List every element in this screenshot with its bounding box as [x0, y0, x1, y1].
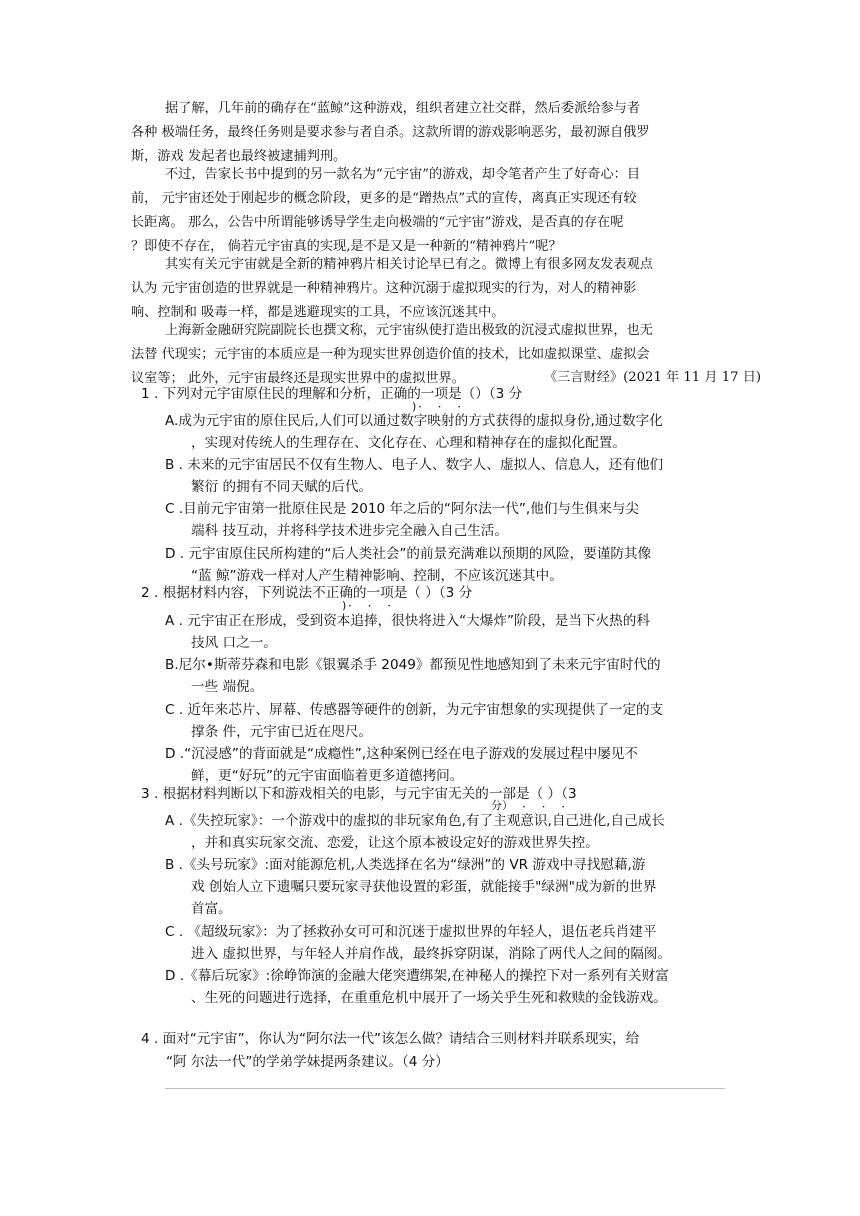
q2-option-a-line2: 技风 口之一。: [191, 635, 277, 651]
q3-option-d-line2: 、生死的问题进行选择，在重重危机中展开了一场关乎生死和救赎的金钱游戏。: [191, 990, 667, 1006]
q2-option-d-line2: 鲜，更“好玩”的元宇宙面临着更多道德拷问。: [191, 768, 464, 784]
q2-option-c-line1: C . 近年来芯片、屏幕、传感器等硬件的创新，为元宇宙想象的实现提供了一定的支: [165, 702, 664, 718]
q3-stem-tail: 分）: [491, 799, 513, 812]
q4-stem-line2: “阿 尔法一代”的学弟学妹提两条建议。（4 分）: [166, 1054, 449, 1070]
q3-option-a-line1: A .《失控玩家》：一个游戏中的虚拟的非玩家角色,有了主观意识,自己进化,自己成长: [165, 813, 665, 829]
passage-p2-line1: 不过，告家长书中提到的另一款名为“元宇宙”的游戏，却令笔者产生了好奇心：目: [165, 167, 641, 182]
q1-option-d-line2: “蓝 鲸”游戏一样对人产生精神影响、控制，不应该沉迷其中。: [191, 568, 563, 584]
q3-option-b-line3: 首富。: [191, 901, 232, 917]
q3-option-d-line1: D .《幕后玩家》:徐峥饰演的金融大佬突遭绑架,在神秘人的操控下对一系列有关财富: [165, 968, 669, 984]
q1-option-b-line1: B . 未来的元宇宙居民不仅有生物人、电子人、数字人、虚拟人、信息人，还有他们: [165, 457, 664, 473]
q1-option-b-line2: 繁衍 的拥有不同天赋的后代。: [191, 479, 373, 495]
q1-stem: 1 . 下列对元宇宙原住民的理解和分析，正确的一项是（）（3 分: [141, 386, 523, 402]
q3-stem: 3 . 根据材料判断以下和游戏相关的电影，与元宇宙无关的一部是（ ）（3: [141, 786, 577, 802]
passage-p1-line2: 各种 极端任务，最终任务则是要求参与者自杀。这款所谓的游戏影响恶劣，最初源自俄罗: [131, 125, 650, 140]
passage-p3-line1: 其实有关元宇宙就是全新的精神鸦片相关讨论早已有之。微博上有很多网友发表观点: [165, 257, 653, 272]
q2-option-a-line1: A . 元宇宙正在形成，受到资本追捧，很快将进入“大爆炸”阶段，是当下火热的科: [165, 613, 650, 629]
passage-source: 《三言财经》(2021 年 11 月 17 日): [544, 370, 762, 385]
q3-option-b-line2: 戏 创始人立下遗嘱只要玩家寻获他设置的彩蛋，就能接手"绿洲"成为新的世界: [191, 879, 657, 895]
q3-option-a-line2: ，并和真实玩家交流、恋爱，让这个原本被设定好的游戏世界失控。: [191, 835, 599, 851]
q1-option-c-line1: C .目前元宇宙第一批原住民是 2010 年之后的“阿尔法一代”,他们与生俱来与尖: [165, 501, 639, 517]
q1-option-c-line2: 端科 技互动，并将科学技术进步完全融入自己生活。: [191, 523, 508, 539]
passage-p4-line1: 上海新金融研究院副院长也撰文称，元宇宙纵使打造出极致的沉浸式虚拟世界，也无: [165, 323, 653, 338]
q2-option-b-line1: B.尼尔•斯蒂芬森和电影《银翼杀手 2049》都预见性地感知到了未来元宇宙时代的: [165, 657, 661, 673]
passage-p4-line2: 法替 代现实；元宇宙的本质应是一种为现实世界创造价值的技术，比如虚拟课堂、虚拟会: [131, 347, 650, 362]
q3-option-b-line1: B .《头号玩家》:面对能源危机,人类选择在名为“绿洲”的 VR 游戏中寻找慰藉,游: [165, 857, 646, 873]
q2-option-b-line2: 一些 端倪。: [191, 679, 264, 695]
q2-option-c-line2: 撑条 件，元宇宙已近在咫尺。: [191, 724, 373, 740]
passage-p2-line3: 长距离。 那么，公告中所谓能够诱导学生走向极端的“元宇宙”游戏，是否真的存在呢: [131, 215, 624, 230]
passage-p2-line2: 前， 元宇宙还处于刚起步的概念阶段，更多的是“蹭热点”式的宣传，离真正实现还有较: [131, 191, 637, 206]
q2-option-d-line1: D .“沉浸感”的背面就是“成瘾性”,这种案例已经在电子游戏的发展过程中屡见不: [165, 746, 639, 762]
q3-emphasis-marks: · · ·: [522, 800, 572, 814]
q1-option-a-line1: A.成为元宇宙的原住民后,人们可以通过数字映射的方式获得的虚拟身份,通过数字化: [165, 413, 663, 429]
passage-p3-line2: 认为 元宇宙创造的世界就是一种精神鸦片。这种沉溺于虚拟现实的行为，对人的精神影: [131, 281, 637, 296]
q3-option-c-line2: 进入 虚拟世界，与年轻人并肩作战，最终拆穿阴谋，消除了两代人之间的隔阂。: [191, 946, 672, 962]
passage-p1-line1: 据了解，几年前的确存在“蓝鲸”这种游戏，组织者建立社交群，然后委派给参与者: [165, 101, 641, 116]
q4-stem-line1: 4 . 面对“元宇宙”，你认为“阿尔法一代”该怎么做？请结合三则材料并联系现实，给: [141, 1031, 640, 1047]
passage-p3-line3: 响、控制和 吸毒一样，都是逃避现实的工具，不应该沉迷其中。: [131, 305, 505, 320]
answer-line: [165, 1088, 725, 1089]
q2-stem: 2 . 根据材料内容，下列说法不正确的一项是（ ）（3 分: [141, 585, 473, 601]
q3-option-c-line1: C . 《超级玩家》：为了拯救孙女可可和沉迷于虚拟世界的年轻人，退伍老兵肖建平: [165, 924, 657, 940]
q1-option-a-line2: ，实现对传统人的生理存在、文化存在、心理和精神存在的虚拟化配置。: [191, 435, 626, 451]
q1-emphasis-marks: · · ·: [418, 400, 468, 414]
passage-p2-line4: ？即使不存在， 倘若元宇宙真的实现,是不是又是一种新的“精神鸦片”呢？: [131, 239, 562, 254]
q1-option-d-line1: D . 元宇宙原住民所构建的“后人类社会”的前景充满难以预期的风险，要谨防其像: [165, 546, 652, 562]
q1-stem-tail: ): [412, 400, 417, 413]
q2-stem-tail: ): [342, 599, 347, 612]
passage-p1-line3: 斯，游戏 发起者也最终被逮捕判刑。: [131, 149, 347, 164]
passage-p4-line3: 议室等； 此外，元宇宙最终还是现实世界中的虚拟世界。: [131, 371, 465, 386]
q2-emphasis-marks: · · ·: [348, 599, 398, 613]
